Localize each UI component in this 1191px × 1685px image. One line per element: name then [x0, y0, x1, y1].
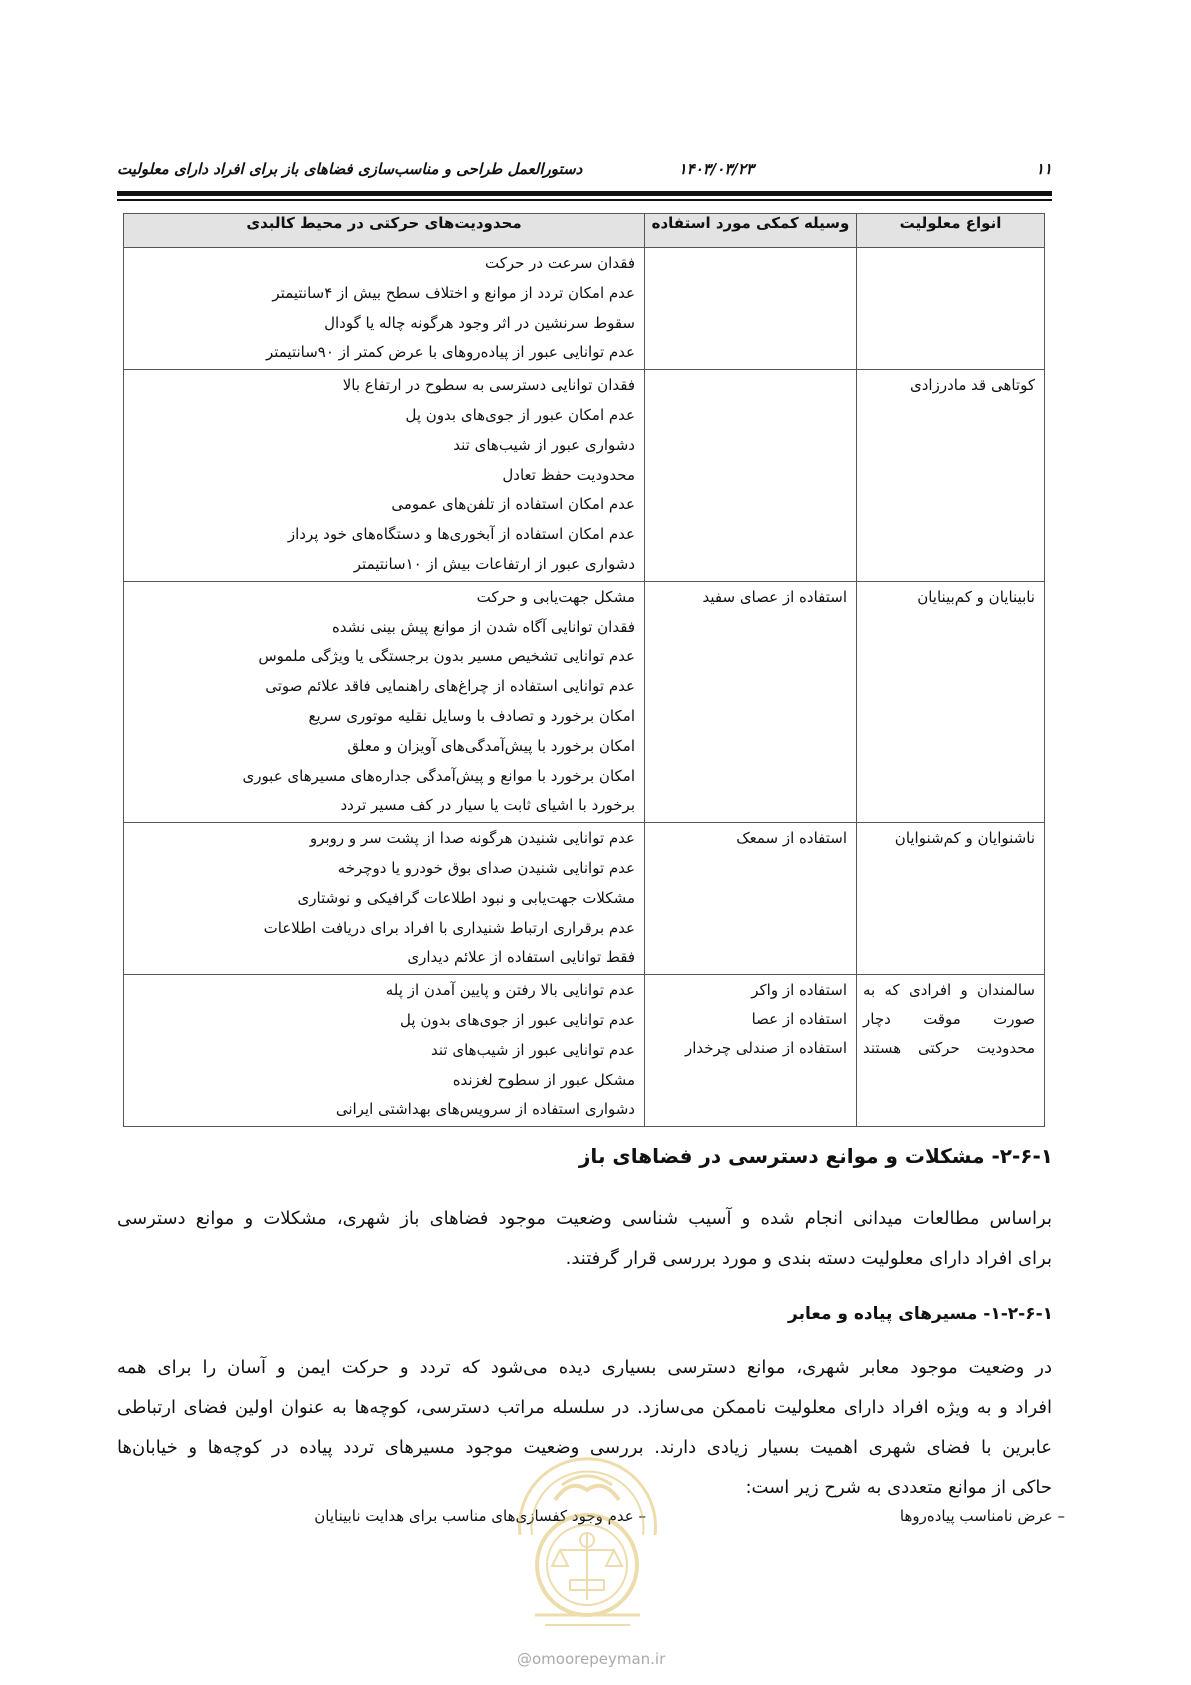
limitation-item: مشکل عبور از سطوح لغزنده [452, 1070, 635, 1089]
limitation-item: دشواری عبور از شیب‌های تند [453, 435, 635, 454]
assistive-aid-text: استفاده از واکر [751, 981, 847, 1000]
limitations-cell [124, 975, 645, 1127]
assistive-aid-cell [645, 975, 857, 1127]
limitation-item: امکان برخورد با موانع و پیش‌آمدگی جداره‌های مسیرهای عبوری [242, 766, 635, 785]
disability-type-cell [857, 975, 1045, 1127]
assistive-aid-cell [645, 370, 857, 582]
disability-type-text: سالمندان و افرادی که به [863, 981, 1035, 1000]
assistive-aid-cell [645, 248, 857, 370]
limitation-item: دشواری استفاده از سرویس‌های بهداشتی ایرانی [335, 1100, 635, 1119]
bullet-item: – عدم وجود کفسازی‌های مناسب برای هدایت نابینایان [314, 1507, 646, 1525]
limitations-cell [124, 370, 645, 582]
limitation-item: عدم توانایی عبور از شیب‌های تند [431, 1040, 635, 1059]
assistive-aid-cell [645, 823, 857, 975]
limitation-item: مشکل جهت‌یابی و حرکت [476, 587, 635, 606]
disability-type-cell [857, 581, 1045, 822]
header-disability-type: انواع معلولیت [857, 214, 1045, 248]
paragraph-line: عابرین با فضای شهری اهمیت بسیار زیادی دارند. بررسی وضعیت موجود مسیرهای تردد پیاده در کوچه‌ها و خیابان‌ها [117, 1437, 1052, 1458]
disability-type-text: صورت موقت دچار [863, 1010, 1035, 1029]
assistive-aid-text: استفاده از عصا [751, 1010, 847, 1029]
paragraph-line: برای افراد دارای معلولیت دسته بندی و مورد بررسی قرار گرفتند. [565, 1248, 1052, 1269]
disability-type-text: ناشنوایان و کم‌شنوایان [894, 829, 1035, 848]
limitation-item: مشکلات جهت‌یابی و نبود اطلاعات گرافیکی و نوشتاری [297, 888, 635, 907]
limitation-item: عدم توانایی تشخیص مسیر بدون برجستگی یا ویژگی ملموس [258, 647, 635, 666]
header-rule-thick [117, 191, 1052, 196]
limitation-item: عدم توانایی عبور از جوی‌های بدون پل [400, 1010, 635, 1029]
watermark-url: @omoorepeyman.ir [517, 1650, 666, 1668]
limitation-item: فقدان توانایی دسترسی به سطوح در ارتفاع بالا [342, 376, 635, 395]
header-assistive-aid: وسیله کمکی مورد استفاده [645, 214, 857, 248]
section-heading: ۲-۶-۱- مشکلات و موانع دسترسی در فضاهای باز [578, 1144, 1053, 1168]
limitations-cell [124, 581, 645, 822]
paragraph-line: براساس مطالعات میدانی انجام شده و آسیب شناسی وضعیت موجود فضاهای باز شهری، مشکلات و موانع دسترسی [117, 1208, 1052, 1229]
disability-type-cell [857, 823, 1045, 975]
paragraph-line: حاکی از موانع متعددی به شرح زیر است: [745, 1477, 1052, 1498]
limitation-item: فقدان توانایی آگاه شدن از موانع پیش بینی نشده [331, 617, 635, 636]
limitation-item: عدم توانایی شنیدن صدای بوق خودرو یا دوچرخه [337, 858, 635, 877]
limitation-item: امکان برخورد و تصادف با وسایل نقلیه موتوری سریع [308, 706, 635, 725]
header-movement-limitations: محدودیت‌های حرکتی در محیط کالبدی [124, 214, 645, 248]
page-header [117, 160, 1052, 186]
limitation-item: دشواری عبور از ارتفاعات بیش از ۱۰سانتیمتر [353, 554, 635, 573]
table-row [124, 975, 1045, 1127]
assistive-aid-cell [645, 581, 857, 822]
limitation-item: فقط توانایی استفاده از علائم دیداری [407, 948, 635, 967]
limitations-cell [124, 248, 645, 370]
disability-type-cell [857, 370, 1045, 582]
paragraph-line: در وضعیت موجود معابر شهری، موانع دسترسی بسیاری دیده می‌شود که تردد و حرکت ایمن و آسان را برای همه [117, 1357, 1052, 1378]
paragraph-line: افراد و به ویژه افراد دارای معلولیت ناممکن می‌سازد. در سلسله مراتب دسترسی، کوچه‌ها به عنوان اولین فضای ارتباطی [117, 1397, 1052, 1418]
limitations-cell [124, 823, 645, 975]
disability-limitations-table [123, 213, 1045, 1127]
subsection-heading: ۱-۲-۶-۱- مسیرهای پیاده و معابر [788, 1304, 1053, 1324]
limitation-item: امکان برخورد با پیش‌آمدگی‌های آویزان و معلق [347, 736, 635, 755]
limitation-item: محدودیت حفظ تعادل [502, 465, 635, 484]
table-row [124, 370, 1045, 582]
table-row [124, 581, 1045, 822]
limitation-item: عدم توانایی استفاده از چراغ‌های راهنمایی فاقد علائم صوتی [265, 677, 635, 696]
limitation-item: عدم امکان تردد از موانع و اختلاف سطح بیش از ۴سانتیمتر [272, 283, 635, 302]
disability-type-text: نابینایان و کم‌بینایان [917, 587, 1035, 606]
table-header-row [124, 214, 1045, 248]
limitation-item: عدم امکان استفاده از تلفن‌های عمومی [391, 495, 635, 514]
limitation-item: عدم امکان عبور از جوی‌های بدون پل [405, 405, 635, 424]
limitation-item: عدم توانایی عبور از پیاده‌روهای با عرض کمتر از ۹۰سانتیمتر [265, 343, 635, 362]
page-number: ۱۱ [1035, 160, 1052, 178]
limitation-item: عدم برقراری ارتباط شنیداری با افراد برای دریافت اطلاعات [263, 918, 635, 937]
table-row [124, 823, 1045, 975]
bullet-item: – عرض نامناسب پیاده‌روها [899, 1507, 1065, 1525]
disability-type-cell [857, 248, 1045, 370]
table-row [124, 248, 1045, 370]
limitation-item: سقوط سرنشین در اثر وجود هرگونه چاله یا گودال [324, 313, 635, 332]
limitation-item: عدم توانایی بالا رفتن و پایین آمدن از پله [385, 981, 635, 1000]
assistive-aid-text: استفاده از صندلی چرخدار [685, 1039, 847, 1058]
assistive-aid-text: استفاده از عصای سفید [702, 587, 847, 606]
disability-type-text: کوتاهی قد مادرزادی [910, 376, 1035, 395]
disability-type-text: محدودیت حرکتی هستند [863, 1039, 1035, 1058]
limitation-item: برخورد با اشیای ثابت یا سیار در کف مسیر تردد [340, 796, 635, 815]
watermark-seal-logo [500, 1440, 675, 1640]
limitation-item: عدم توانایی شنیدن هرگونه صدا از پشت سر و روبرو [309, 829, 635, 848]
header-date: ۱۴۰۳/۰۳/۲۳ [678, 160, 754, 178]
assistive-aid-text: استفاده از سمعک [736, 829, 847, 848]
limitation-item: عدم امکان استفاده از آبخوری‌ها و دستگاه‌های خود پرداز [287, 525, 635, 544]
limitation-item: فقدان سرعت در حرکت [485, 254, 635, 272]
header-rule-thin [117, 199, 1052, 201]
section-paragraph [117, 1199, 1052, 1279]
header-title: دستورالعمل طراحی و مناسب‌سازی فضاهای باز برای افراد دارای معلولیت [117, 160, 583, 178]
